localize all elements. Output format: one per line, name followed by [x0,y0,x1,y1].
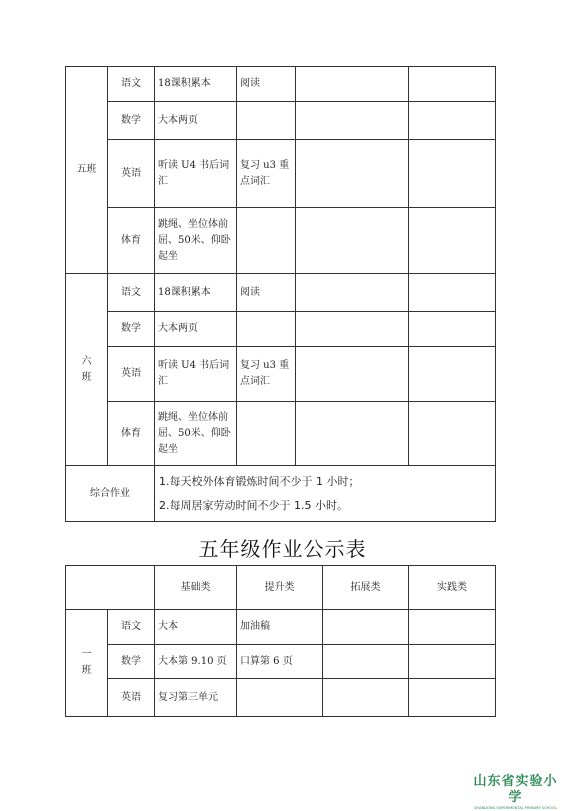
practice-homework-cell [409,402,496,466]
subject-cell: 语文 [108,67,155,102]
column-header: 拓展类 [323,566,409,610]
subject-cell: 英语 [108,679,155,717]
summary-row [66,466,496,522]
column-header: 实践类 [409,566,496,610]
table-row [66,347,496,402]
class-name-cell: 六 班 [66,274,108,466]
basic-homework-cell: 大本第 9.10 页 [155,645,237,679]
practice-homework-cell [409,347,496,402]
extension-homework-cell [323,610,409,645]
subject-cell: 数学 [108,312,155,347]
subject-cell: 体育 [108,402,155,466]
summary-label: 综合作业 [66,466,155,522]
table-row [66,610,496,645]
practice-homework-cell [409,274,496,312]
extension-homework-cell [296,67,409,102]
table-row [66,312,496,347]
basic-homework-cell: 听读 U4 书后词汇 [155,140,237,208]
basic-homework-cell: 大本两页 [155,102,237,140]
basic-homework-cell: 跳绳、坐位体前屈、50米、仰卧起坐 [155,402,237,466]
table-row [66,679,496,717]
subject-cell: 英语 [108,347,155,402]
basic-homework-cell: 复习第三单元 [155,679,237,717]
extension-homework-cell [296,140,409,208]
extension-homework-cell [296,208,409,274]
subject-cell: 数学 [108,102,155,140]
advanced-homework-cell: 复习 u3 重点词汇 [237,140,296,208]
summary-content [155,466,496,522]
page-title: 五年级作业公示表 [198,537,367,561]
practice-homework-cell [409,645,496,679]
practice-homework-cell [409,679,496,717]
table-header-row [66,566,496,610]
table-row [66,67,496,102]
summary-line: 1.每天校外体育锻炼时间不少于 1 小时； [159,474,360,488]
homework-table-lower [65,565,496,717]
school-logo-title: 山东省实验小学 [473,774,558,805]
column-header: 提升类 [237,566,323,610]
practice-homework-cell [409,67,496,102]
school-logo [468,774,563,811]
summary-line: 2.每周居家劳动时间不少于 1.5 小时。 [159,498,348,512]
basic-homework-cell: 跳绳、坐位体前屈、50米、仰卧起坐 [155,208,237,274]
table-row [66,102,496,140]
basic-homework-cell: 听读 U4 书后词汇 [155,347,237,402]
extension-homework-cell [323,679,409,717]
class-name-cell: 五班 [66,67,108,274]
advanced-homework-cell: 口算第 6 页 [237,645,323,679]
extension-homework-cell [323,645,409,679]
subject-cell: 语文 [108,274,155,312]
homework-table-upper [65,66,496,522]
table-row [66,140,496,208]
advanced-homework-cell [237,102,296,140]
extension-homework-cell [296,402,409,466]
table-row [66,208,496,274]
table-row [66,402,496,466]
extension-homework-cell [296,274,409,312]
extension-homework-cell [296,347,409,402]
extension-homework-cell [296,312,409,347]
basic-homework-cell: 大本 [155,610,237,645]
practice-homework-cell [409,140,496,208]
practice-homework-cell [409,102,496,140]
advanced-homework-cell [237,679,323,717]
advanced-homework-cell: 阅读 [237,67,296,102]
practice-homework-cell [409,312,496,347]
header-corner-cell [66,566,155,610]
table-row [66,274,496,312]
basic-homework-cell: 18课积累本 [155,274,237,312]
basic-homework-cell: 18课积累本 [155,67,237,102]
advanced-homework-cell: 阅读 [237,274,296,312]
extension-homework-cell [296,102,409,140]
practice-homework-cell [409,610,496,645]
practice-homework-cell [409,208,496,274]
basic-homework-cell: 大本两页 [155,312,237,347]
advanced-homework-cell: 加油稿 [237,610,323,645]
advanced-homework-cell [237,312,296,347]
class-name-cell: 一 班 [66,610,108,717]
column-header: 基础类 [155,566,237,610]
advanced-homework-cell [237,402,296,466]
subject-cell: 体育 [108,208,155,274]
advanced-homework-cell: 复习 u3 重点词汇 [237,347,296,402]
advanced-homework-cell [237,208,296,274]
school-logo-subtitle: SHANDONG EXPERIMENTAL PRIMARY SCHOOL [474,806,557,810]
table-row [66,645,496,679]
subject-cell: 数学 [108,645,155,679]
subject-cell: 语文 [108,610,155,645]
subject-cell: 英语 [108,140,155,208]
